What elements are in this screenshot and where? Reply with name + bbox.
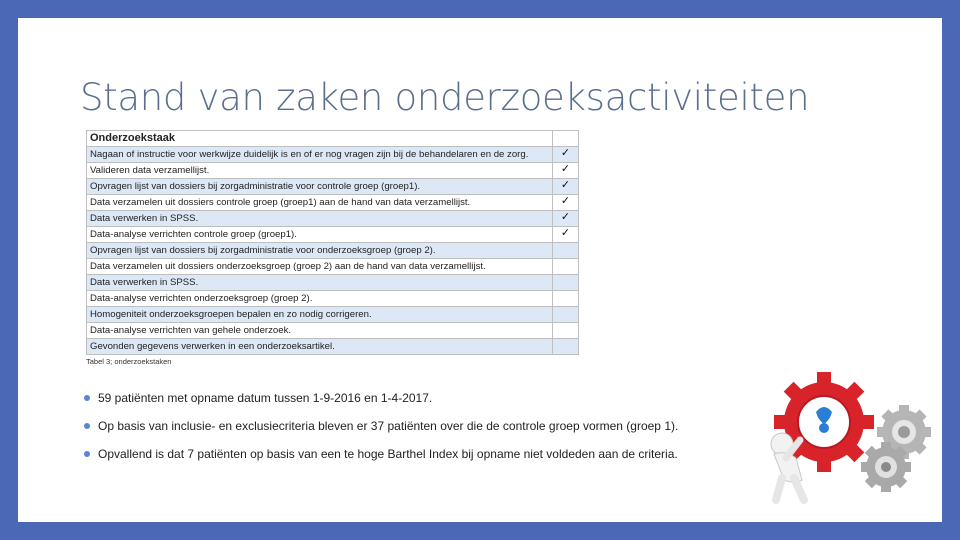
bullet-text: Opvallend is dat 7 patiënten op basis van een te hoge Barthel Index bij opname niet voldeden aan de criteria.: [98, 447, 678, 461]
table-row: [87, 147, 579, 163]
checkmark-icon: ✓: [553, 227, 579, 243]
task-cell: Nagaan of instructie voor werkwijze duidelijk is en of er nog vragen zijn bij de behandelaren en de zorg.: [87, 147, 553, 163]
bullet-text: Op basis van inclusie- en exclusiecriteria bleven er 37 patiënten over die de controle groep vormen (groep 1).: [98, 419, 679, 433]
table-row: [87, 323, 579, 339]
task-cell: Data verzamelen uit dossiers controle groep (groep1) aan de hand van data verzamellijst.: [87, 195, 553, 211]
table-row: [87, 227, 579, 243]
checkmark-icon: ✓: [553, 211, 579, 227]
checkmark-icon: [553, 307, 579, 323]
bullet-dot-icon: [84, 395, 90, 401]
table-row: [87, 307, 579, 323]
table-header: Onderzoekstaak: [87, 131, 553, 147]
task-table-container: [86, 130, 578, 366]
checkmark-icon: [553, 275, 579, 291]
task-cell: Gevonden gegevens verwerken in een onderzoeksartikel.: [87, 339, 553, 355]
checkmark-icon: ✓: [553, 163, 579, 179]
task-cell: Data-analyse verrichten van gehele onderzoek.: [87, 323, 553, 339]
table-row: [87, 211, 579, 227]
table-header-check-cell: [553, 131, 579, 147]
bullet-list: [84, 384, 784, 468]
task-cell: Data-analyse verrichten onderzoeksgroep (groep 2).: [87, 291, 553, 307]
task-table: [86, 130, 579, 355]
checkmark-icon: [553, 243, 579, 259]
table-row: [87, 179, 579, 195]
grey-gear-medium-icon: [861, 442, 911, 492]
table-row: [87, 339, 579, 355]
table-header-row: [87, 131, 579, 147]
bullet-dot-icon: [84, 423, 90, 429]
task-cell: Data verzamelen uit dossiers onderzoeksgroep (groep 2) aan de hand van data verzamellijst.: [87, 259, 553, 275]
task-cell: Opvragen lijst van dossiers bij zorgadministratie voor controle groep (groep1).: [87, 179, 553, 195]
task-cell: Data-analyse verrichten controle groep (groep1).: [87, 227, 553, 243]
white-figure-icon: [771, 433, 804, 500]
task-cell: Valideren data verzamellijst.: [87, 163, 553, 179]
task-cell: Homogeniteit onderzoeksgroepen bepalen en zo nodig corrigeren.: [87, 307, 553, 323]
checkmark-icon: ✓: [553, 179, 579, 195]
checkmark-icon: [553, 259, 579, 275]
checkmark-icon: [553, 339, 579, 355]
bullet-item: [84, 412, 784, 440]
bullet-dot-icon: [84, 451, 90, 457]
figure-carrying-gears-illustration: [762, 362, 932, 504]
table-row: [87, 195, 579, 211]
table-row: [87, 291, 579, 307]
checkmark-icon: [553, 323, 579, 339]
bullet-item: [84, 440, 784, 468]
table-row: [87, 163, 579, 179]
bullet-item: [84, 384, 784, 412]
checkmark-icon: [553, 291, 579, 307]
task-cell: Opvragen lijst van dossiers bij zorgadministratie voor onderzoeksgroep (groep 2).: [87, 243, 553, 259]
table-caption: Tabel 3; onderzoekstaken: [86, 357, 172, 366]
checkmark-icon: ✓: [553, 195, 579, 211]
task-cell: Data verwerken in SPSS.: [87, 275, 553, 291]
table-row: [87, 259, 579, 275]
checkmark-icon: ✓: [553, 147, 579, 163]
table-row: [87, 275, 579, 291]
table-row: [87, 243, 579, 259]
slide-title: Stand van zaken onderzoeksactiviteiten: [80, 76, 810, 119]
task-cell: Data verwerken in SPSS.: [87, 211, 553, 227]
bullet-text: 59 patiënten met opname datum tussen 1-9-2016 en 1-4-2017.: [98, 391, 433, 405]
